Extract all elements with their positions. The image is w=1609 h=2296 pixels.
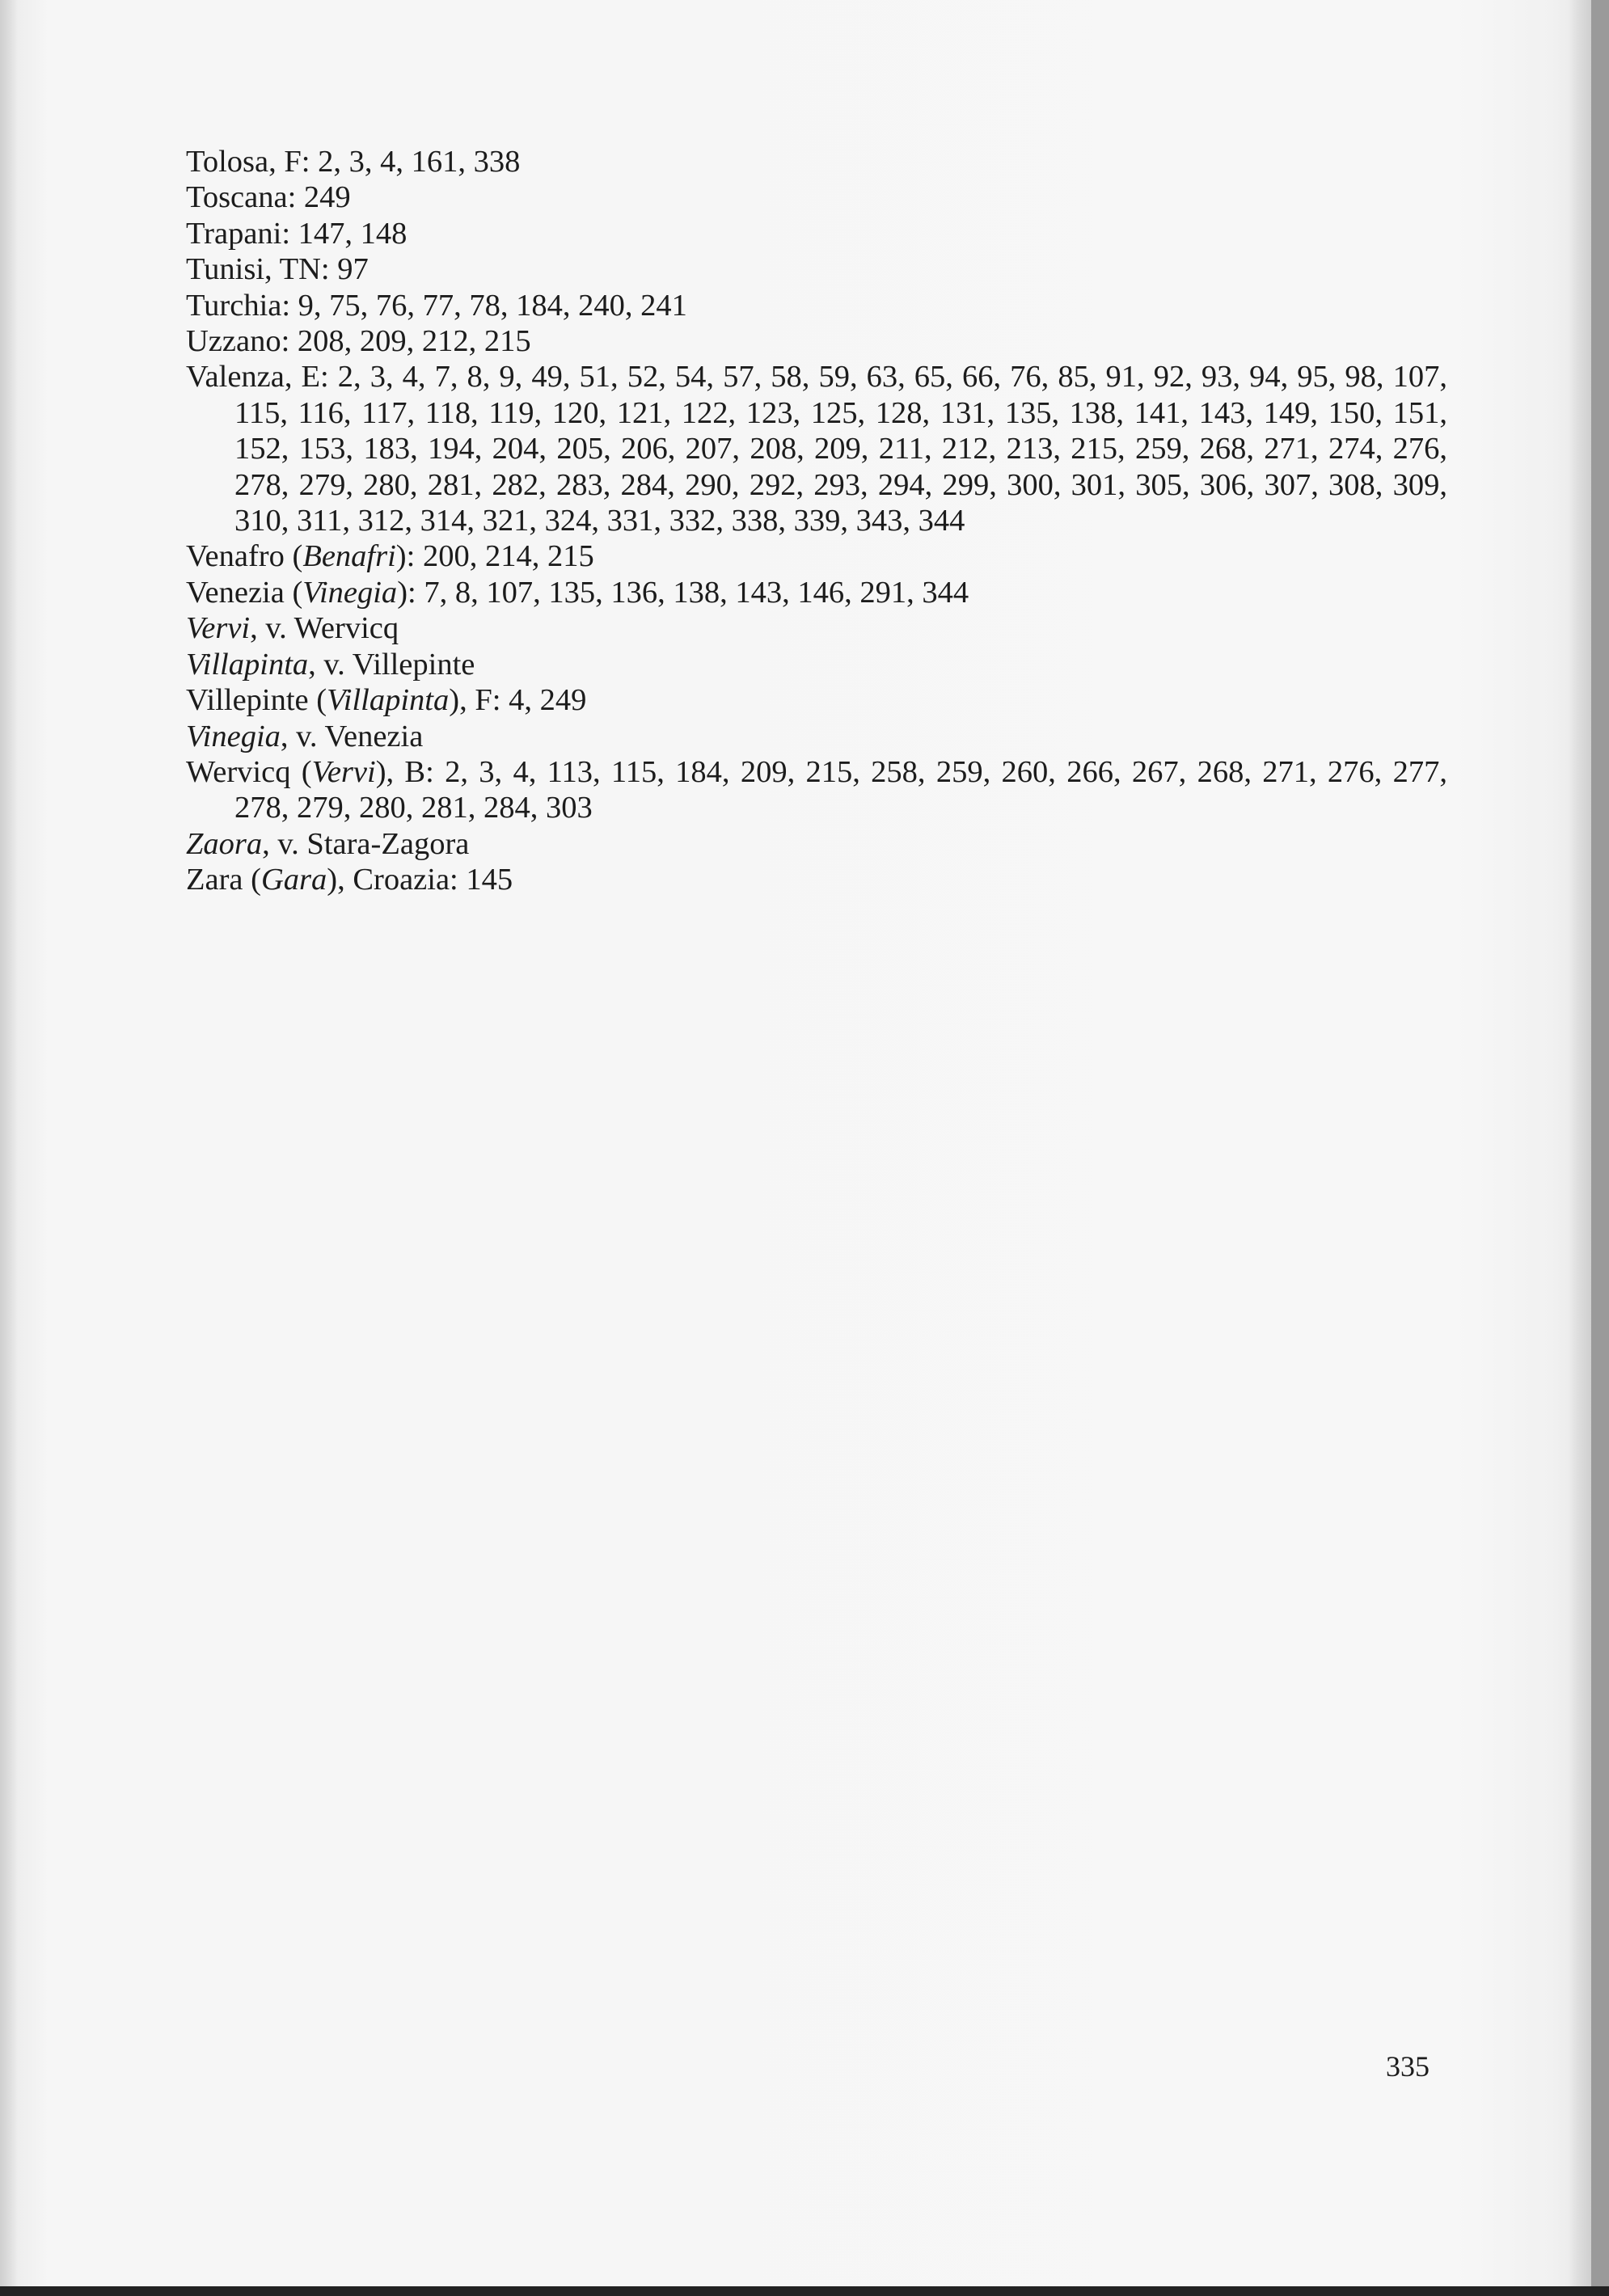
index-entry xyxy=(186,754,1447,826)
index-entry xyxy=(186,647,1447,682)
page-edge-shadow xyxy=(1569,0,1591,2288)
index-entry-text: Turchia: 9, 75, 76, 77, 78, 184, 240, 241 xyxy=(186,288,687,323)
index-entry-text: ), F: 4, 249 xyxy=(449,683,587,718)
index-entry xyxy=(186,610,1447,646)
index-list xyxy=(186,144,1447,898)
index-entry-text: ), B: 2, 3, 4, 113, 115, 184, 209, 215, 258, 259, 260, 266, 267, 268, 271, 276, 277, 278, 279, 280, 281, 284, 303 xyxy=(234,754,1447,825)
index-entry-text: Zara ( xyxy=(186,863,261,897)
index-entry-italic-name: Vinegia xyxy=(302,575,398,610)
spine-shadow xyxy=(0,0,18,2288)
index-entry-text: Wervicq ( xyxy=(186,754,312,789)
index-entry xyxy=(186,826,1447,862)
index-entry-text: Valenza, E: 2, 3, 4, 7, 8, 9, 49, 51, 52, 54, 57, 58, 59, 63, 65, 66, 76, 85, 91, 92, 93, 94, 95, 98, 107, 115, 116, 117, 118, 119, 120, 121, 122, 123, 125, 128, 131, 135, 138, 141, 143, 149, 150, 151, 152, 153, 183, 194, 204, 205, 206, 207, 208, 209, 211, 212, 213, 215, 259, 268, 271, 274, 276, 278, 279, 280, 281, 282, 283, 284, 290, 292, 293, 294, 299, 300, 301, 305, 306, 307, 308, 309, 310, 311, 312, 314, 321, 324, 331, 332, 338, 339, 343, 344 xyxy=(186,360,1447,538)
index-entry xyxy=(186,288,1447,323)
index-entry-text: Toscana: 249 xyxy=(186,180,351,215)
index-entry xyxy=(186,144,1447,179)
index-entry xyxy=(186,719,1447,754)
index-entry-text: Tunisi, TN: 97 xyxy=(186,252,369,287)
index-entry-italic-name: Gara xyxy=(260,863,327,897)
scanner-background-bottom xyxy=(0,2286,1609,2296)
index-entry-text: Villepinte ( xyxy=(186,683,327,718)
index-entry-italic-name: Villapinta xyxy=(327,683,450,718)
index-entry-text: , v. Venezia xyxy=(280,719,424,753)
index-entry-text: Uzzano: 208, 209, 212, 215 xyxy=(186,324,531,359)
index-entry xyxy=(186,359,1447,538)
index-entry-text: , v. Villepinte xyxy=(308,647,475,682)
index-entry-italic-name: Vervi xyxy=(186,611,251,646)
index-entry-text: Venafro ( xyxy=(186,539,303,574)
index-entry-italic-name: Villapinta xyxy=(186,647,309,682)
index-entry-text: ): 200, 214, 215 xyxy=(395,539,594,574)
index-entry-italic-name: Benafri xyxy=(302,539,396,574)
page-number: 335 xyxy=(1386,2050,1430,2083)
index-entry-text: Trapani: 147, 148 xyxy=(186,216,408,251)
index-entry xyxy=(186,323,1447,359)
index-entry xyxy=(186,682,1447,718)
index-entry-italic-name: Zaora xyxy=(186,826,263,861)
index-entry xyxy=(186,575,1447,610)
index-entry-text: ), Croazia: 145 xyxy=(327,863,513,897)
index-entry-text: , v. Stara-Zagora xyxy=(262,826,470,861)
index-entry xyxy=(186,251,1447,287)
index-entry-text: Tolosa, F: 2, 3, 4, 161, 338 xyxy=(186,145,521,179)
index-entry xyxy=(186,216,1447,251)
index-entry xyxy=(186,179,1447,215)
index-entry-text: Venezia ( xyxy=(186,575,303,610)
index-entry xyxy=(186,862,1447,897)
index-entry-text: ): 7, 8, 107, 135, 136, 138, 143, 146, 291, 344 xyxy=(397,575,969,610)
index-entry xyxy=(186,538,1447,574)
index-entry-italic-name: Vinegia xyxy=(186,719,281,753)
index-entry-italic-name: Vervi xyxy=(311,754,376,789)
index-entry-text: , v. Wervicq xyxy=(250,611,399,646)
scanner-background-right xyxy=(1591,0,1609,2296)
